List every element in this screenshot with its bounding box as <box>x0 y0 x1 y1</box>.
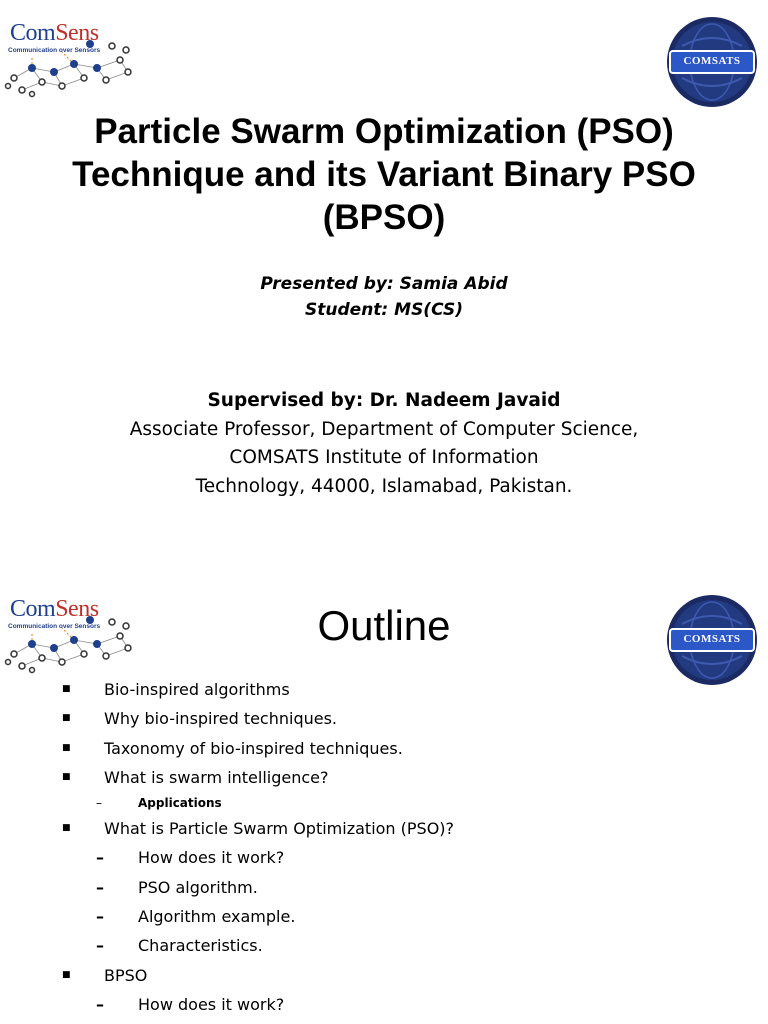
outline-item-text: What is Particle Swarm Optimization (PSO)? <box>104 819 455 839</box>
comsats-logo-text: COMSATS <box>683 633 741 645</box>
square-bullet-icon: ■ <box>62 969 71 980</box>
comsats-logo <box>666 16 758 108</box>
comsens-wordmark: ComSens <box>10 596 99 622</box>
outline-item-text: Bio-inspired algorithms <box>104 680 290 699</box>
dash-bullet-icon: – <box>96 848 104 868</box>
slide-title: Outline <box>317 602 451 649</box>
outline-item-text: Characteristics. <box>138 936 263 956</box>
dash-bullet-icon: – <box>96 877 104 897</box>
outline-item <box>0 814 768 843</box>
comsens-tagline: Communication over Sensors <box>8 623 101 630</box>
outline-item-text: What is swarm intelligence? <box>104 767 329 787</box>
dash-bullet-icon: – <box>96 994 104 1014</box>
outline-item <box>0 931 768 960</box>
outline-slide <box>0 580 768 1024</box>
outline-item <box>0 843 768 872</box>
slide-title: Particle Swarm Optimization (PSO) Technique and its Variant Binary PSO (BPSO) <box>72 112 696 237</box>
supervisor-block <box>0 387 768 501</box>
outline-item <box>0 873 768 902</box>
student-line: Student: MS(CS) <box>305 300 463 320</box>
comsats-logo-text: COMSATS <box>683 55 741 67</box>
outline-item <box>0 763 768 792</box>
outline-item <box>0 704 768 733</box>
affiliation-line-1: Associate Professor, Department of Computer Science, <box>129 418 639 440</box>
comsens-logo <box>2 20 142 100</box>
dash-bullet-icon: – <box>96 936 104 956</box>
affiliation-line-3: Technology, 44000, Islamabad, Pakistan. <box>195 475 573 497</box>
outline-item <box>0 792 768 814</box>
comsens-tagline: Communication over Sensors <box>8 47 101 54</box>
outline-item-text: BPSO <box>104 965 148 985</box>
outline-item <box>0 734 768 763</box>
presenter-label: Presented by <box>260 274 387 294</box>
presenter-block <box>0 271 768 323</box>
presenter-line <box>0 271 768 297</box>
dash-bullet-icon: – <box>96 907 104 927</box>
dash-bullet-icon: – <box>96 796 102 811</box>
outline-item-text: Algorithm example. <box>138 907 296 927</box>
supervisor-name: Supervised by: Dr. Nadeem Javaid <box>207 390 561 411</box>
presenter-name: : Samia Abid <box>386 274 508 294</box>
outline-item <box>0 675 768 704</box>
comsens-wordmark: ComSens <box>10 20 99 46</box>
outline-item <box>0 961 768 990</box>
outline-item-text: Taxonomy of bio-inspired techniques. <box>104 738 403 758</box>
outline-list <box>0 675 768 1019</box>
outline-item-text: PSO algorithm. <box>138 877 258 897</box>
square-bullet-icon: ■ <box>62 823 71 834</box>
outline-item-text: How does it work? <box>138 848 285 868</box>
square-bullet-icon: ■ <box>62 742 71 753</box>
outline-item <box>0 902 768 931</box>
square-bullet-icon: ■ <box>62 684 71 694</box>
square-bullet-icon: ■ <box>62 771 71 782</box>
outline-item-text: How does it work? <box>138 994 285 1014</box>
outline-item-text: Applications <box>138 796 222 811</box>
affiliation-line-2: COMSATS Institute of Information <box>229 447 539 468</box>
outline-item <box>0 990 768 1019</box>
square-bullet-icon: ■ <box>62 713 71 724</box>
outline-item-text: Why bio-inspired techniques. <box>104 709 338 729</box>
